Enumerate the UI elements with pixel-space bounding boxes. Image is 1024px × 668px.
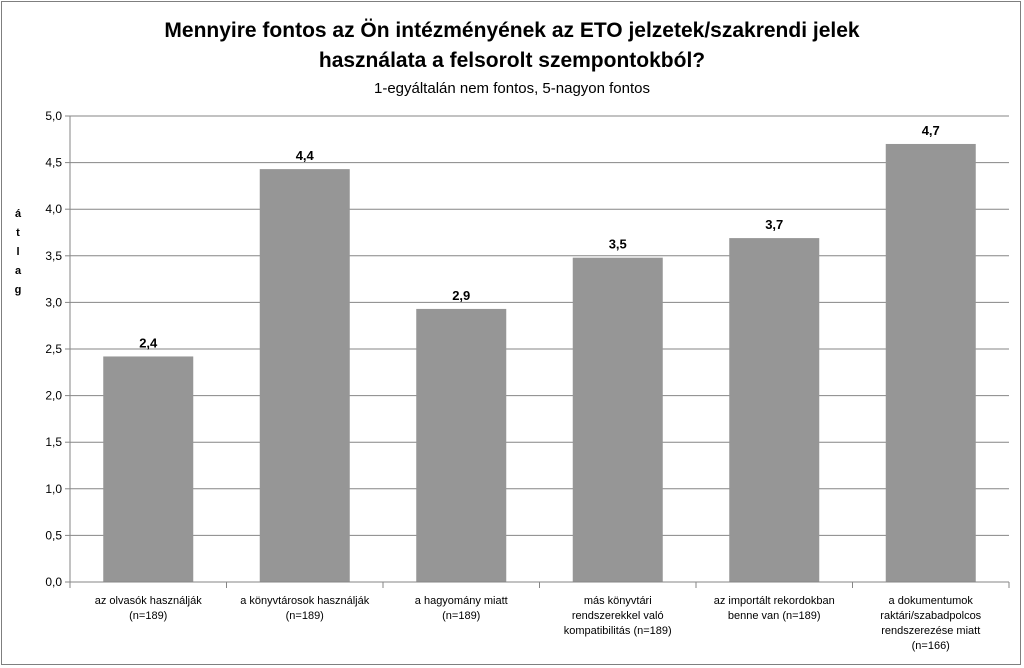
chart-title-line: használata a felsorolt szempontokból? — [318, 49, 706, 72]
y-tick-label: 3,0 — [45, 295, 62, 310]
data-label: 2,4 — [139, 335, 158, 351]
data-label: 3,7 — [765, 217, 784, 233]
y-tick-label: 4,0 — [45, 202, 62, 217]
y-tick-label: 2,5 — [45, 342, 62, 356]
data-label: 3,5 — [608, 236, 627, 252]
bar — [260, 169, 350, 582]
category-label: a hagyomány miatt (n=189) — [414, 595, 508, 622]
bar — [886, 144, 976, 582]
data-label: 4,4 — [295, 148, 314, 164]
y-tick-label: 2,0 — [45, 388, 62, 403]
chart-title-line: Mennyire fontos az Ön intézményének az ETO jelzetek/szakrendi jelek — [164, 19, 860, 42]
bar — [729, 238, 819, 582]
y-tick-label: 3,5 — [45, 248, 62, 263]
chart-frame — [1, 1, 1021, 665]
category-label: az importált rekordokban benne van (n=189) — [713, 595, 835, 622]
bar — [416, 309, 506, 582]
y-tick-label: 1,0 — [45, 481, 62, 496]
chart-subtitle: 1-egyáltalán nem fontos, 5-nagyon fontos — [373, 80, 651, 97]
category-label: más könyvtári rendszerekkel való kompatibilitás (n=189) — [563, 595, 672, 637]
category-label: a könyvtárosok használják (n=189) — [240, 595, 370, 622]
y-tick-label: 0,0 — [45, 575, 62, 589]
y-axis-label: á t l a g — [14, 208, 22, 296]
bar-chart — [2, 2, 1022, 666]
y-tick-label: 1,5 — [45, 435, 62, 450]
y-tick-label: 0,5 — [45, 528, 62, 543]
bar — [103, 356, 193, 582]
data-label: 2,9 — [452, 287, 471, 303]
category-label: a dokumentumok raktári/szabadpolcos rendszerezése miatt (n=166) — [880, 595, 982, 652]
bar — [573, 258, 663, 582]
y-tick-label: 5,0 — [45, 109, 62, 123]
y-tick-label: 4,5 — [45, 155, 62, 170]
data-label: 4,7 — [921, 122, 940, 138]
category-label: az olvasók használják (n=189) — [94, 595, 202, 622]
